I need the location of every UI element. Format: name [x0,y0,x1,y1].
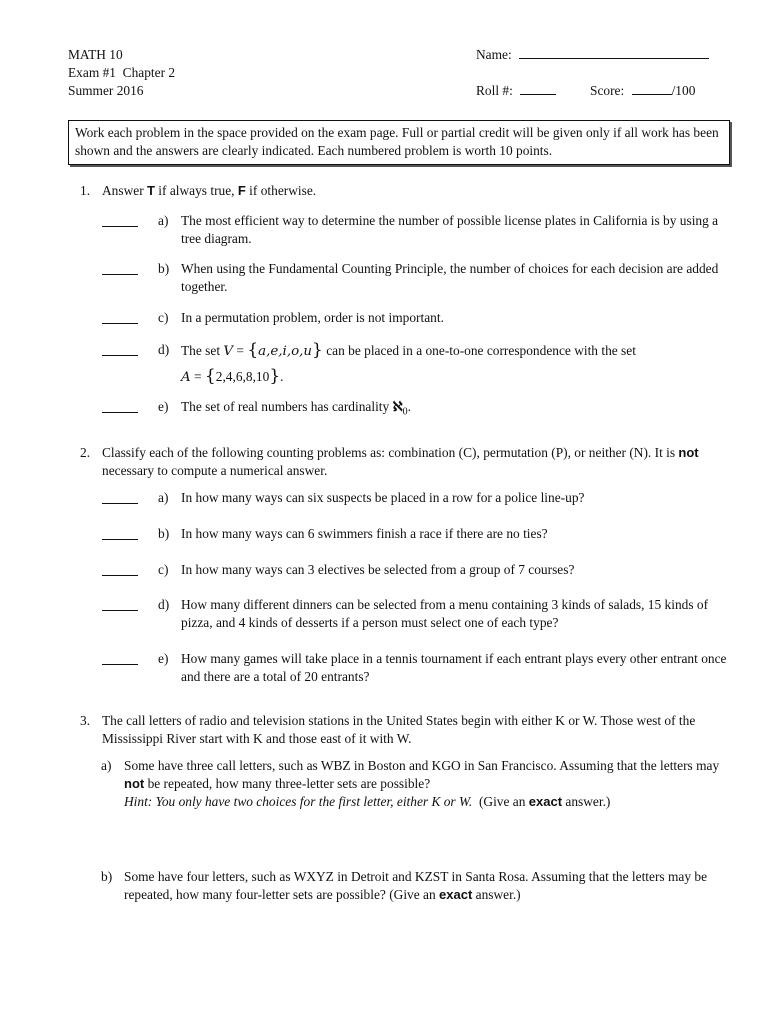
q3a-hint: Hint: You only have two choices for the first letter, either K or W. [124,794,473,809]
roll-blank[interactable] [520,82,556,95]
item-text: The set V = {a,e,i,o,u} can be placed in a one-to-one correspondence with the set A = {2,4,6,8,10}. [181,340,636,386]
exam-term: Summer 2016 [68,83,144,98]
item-label: a) [158,213,169,228]
item-text: In how many ways can six suspects be placed in a row for a police line-up? [181,490,585,505]
score-blank[interactable] [632,82,672,95]
instructions-box: Work each problem in the space provided on the exam page. Full or partial credit will be given only if all work has been shown and the answers are clearly indicated. Each numbered problem is worth 10 points. [68,120,730,165]
item-label: e) [158,399,169,414]
item-text: When using the Fundamental Counting Principle, the number of choices for each decision are added together. [181,261,719,294]
item-label: d) [158,597,170,612]
q1-prompt: Answer T if always true, F if otherwise. [102,183,317,198]
q2-number: 2. [80,445,91,460]
answer-blank[interactable] [102,213,138,227]
q3b-text: Some have four letters, such as WXYZ in Detroit and KZST in Santa Rosa. Assuming that the letters may be repeated, how many four-letter sets are possible? (Give an exact answer.) [124,869,708,902]
answer-blank[interactable] [102,342,138,356]
item-text: How many games will take place in a tennis tournament if each entrant plays every other entrant once and there are a total of 20 entrants? [181,651,727,684]
answer-blank[interactable] [102,562,138,576]
q3-number: 3. [80,713,91,728]
exam-header-left [68,46,175,100]
exam-header-right [476,46,716,98]
answer-blank[interactable] [102,597,138,611]
item-label: b) [158,261,170,276]
roll-label: Roll #: [476,83,513,98]
item-label: e) [158,651,169,666]
score-total: /100 [671,83,696,98]
item-label: b) [158,526,170,541]
set-v: a,e,i,o,u [258,344,313,359]
answer-blank[interactable] [102,526,138,540]
q3a-label: a) [101,758,112,773]
q3b-label: b) [101,869,113,884]
name-field[interactable] [476,46,716,64]
item-text: In a permutation problem, order is not important. [181,310,444,325]
name-label: Name: [476,47,512,62]
course-title: MATH 10 [68,47,123,62]
item-label: d) [158,342,170,357]
exam-title: Exam #1 Chapter 2 [68,65,176,80]
answer-blank[interactable] [102,261,138,275]
q3-prompt: The call letters of radio and television stations in the United States begin with either K or W. Those west of the Mississippi River start with K and those east of it with W. [102,713,696,746]
item-text: The set of real numbers has cardinality ℵ$_0$. [181,399,411,418]
answer-blank[interactable] [102,490,138,504]
answer-blank[interactable] [102,310,138,324]
item-text: The most efficient way to determine the number of possible license plates in California is by using a tree diagram. [181,213,719,246]
score-label: Score: [590,83,625,98]
roll-score-row [476,82,716,100]
item-text: In how many ways can 3 electives be selected from a group of 7 courses? [181,562,575,577]
answer-blank[interactable] [102,399,138,413]
name-blank[interactable] [519,46,709,59]
item-label: c) [158,310,169,325]
aleph-symbol: ℵ [392,399,403,415]
item-label: c) [158,562,169,577]
score-field [590,82,695,100]
item-text: How many different dinners can be selected from a menu containing 3 kinds of salads, 15 kinds of pizza, and 4 kinds of desserts if a person must select one of each type? [181,597,709,630]
set-a: 2,4,6,8,10 [215,369,270,384]
q2-prompt: Classify each of the following counting problems as: combination (C), permutation (P), or neither (N). It is not necessary to compute a numerical answer. [102,445,699,478]
item-text: In how many ways can 6 swimmers finish a race if there are no ties? [181,526,548,541]
item-label: a) [158,490,169,505]
q3a-text: Some have three call letters, such as WBZ in Boston and KGO in San Francisco. Assuming that the letters may not be repeated, how many three-letter sets are possible? Hint: You only have two choices for the first letter, either K or W. (Give an exact answer.) [124,758,720,809]
answer-blank[interactable] [102,651,138,665]
q1-number: 1. [80,183,91,198]
